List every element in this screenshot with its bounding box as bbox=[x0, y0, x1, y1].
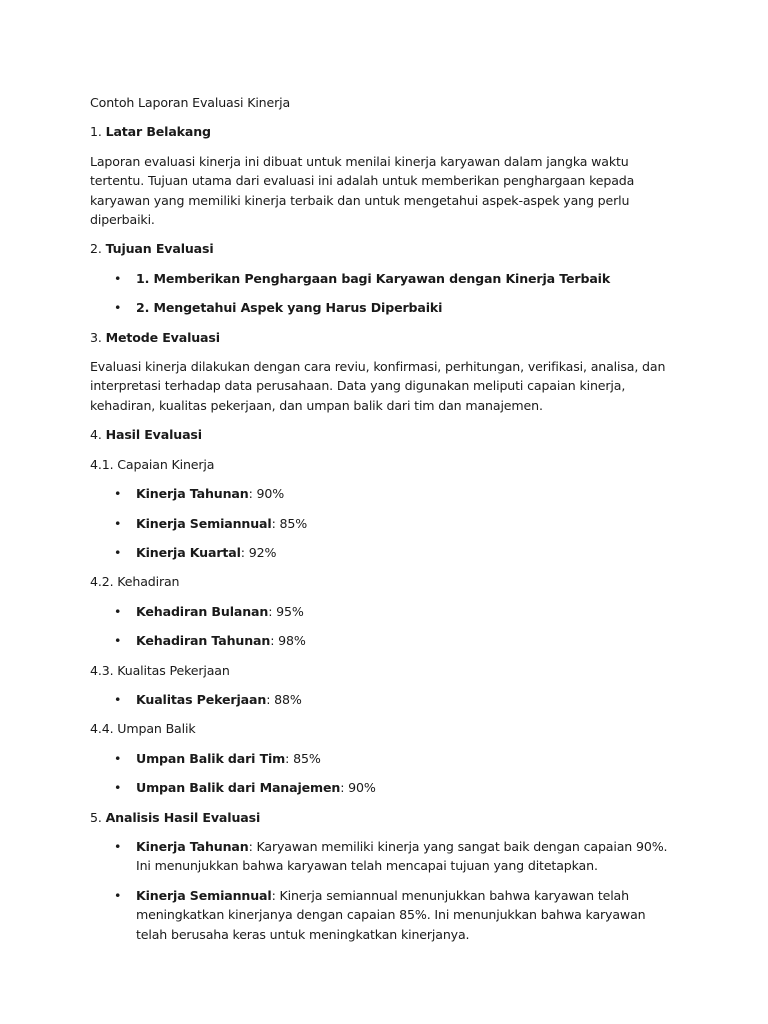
list-item-value: : Kinerja semiannual menunjukkan bahwa karyawan telah meningkatkan kinerjanya dengan capaian 85%. Ini menunjukkan bahwa karyawan telah berusaha keras untuk meningkatkan kinerjanya. bbox=[136, 887, 646, 942]
section-1-number: 1. bbox=[90, 124, 106, 140]
list-item-value: : 85% bbox=[285, 750, 321, 766]
section-2-number: 2. bbox=[90, 241, 106, 257]
list-item-value: : 90% bbox=[248, 486, 285, 502]
bullet: • bbox=[114, 270, 122, 286]
section-2-heading bbox=[90, 239, 680, 258]
section-1-title: Latar Belakang bbox=[105, 124, 211, 140]
list-item bbox=[90, 886, 680, 944]
section-4-number: 4. bbox=[90, 427, 106, 443]
document-title: Contoh Laporan Evaluasi Kinerja bbox=[90, 95, 291, 110]
list-item-value: : 88% bbox=[266, 691, 302, 707]
list-item bbox=[90, 778, 680, 797]
subsection-4-3-title: 4.3. Kualitas Pekerjaan bbox=[90, 662, 230, 678]
list-item-text: 1. Memberikan Penghargaan bagi Karyawan dengan Kinerja Terbaik bbox=[136, 270, 611, 286]
list-item bbox=[90, 690, 680, 709]
subsection-4-1-list bbox=[90, 484, 680, 562]
section-1-paragraph: Laporan evaluasi kinerja ini dibuat untuk menilai kinerja karyawan dalam jangka waktu tertentu. Tujuan utama dari evaluasi ini adalah untuk memberikan penghargaan kepada karyawan yang memiliki kinerja terbaik dan untuk mengetahui aspek-aspek yang perlu diperbaiki. bbox=[90, 153, 635, 228]
section-1-heading bbox=[90, 122, 680, 141]
bullet: • bbox=[114, 633, 122, 649]
subsection-4-2-title: 4.2. Kehadiran bbox=[90, 574, 180, 590]
section-5-title: Analisis Hasil Evaluasi bbox=[105, 809, 261, 825]
section-3-paragraph: Evaluasi kinerja dilakukan dengan cara reviu, konfirmasi, perhitungan, verifikasi, analisa, dan interpretasi terhadap data perusahaan. Data yang digunakan meliputi capaian kinerja, kehadiran, kualitas pekerjaan, dan umpan balik dari tim dan manajemen. bbox=[90, 359, 666, 413]
section-5-heading bbox=[90, 808, 680, 827]
bullet: • bbox=[114, 486, 122, 502]
list-item-text: 2. Mengetahui Aspek yang Harus Diperbaiki bbox=[136, 300, 443, 316]
list-item-label: Kinerja Kuartal bbox=[136, 544, 241, 560]
list-item-label: Kinerja Tahunan bbox=[136, 838, 249, 854]
list-item bbox=[90, 602, 680, 621]
list-item-label: Kinerja Semiannual bbox=[136, 515, 272, 531]
list-item bbox=[90, 837, 680, 876]
bullet: • bbox=[114, 515, 122, 531]
list-item-label: Kualitas Pekerjaan bbox=[136, 691, 267, 707]
list-item-label: Kinerja Semiannual bbox=[136, 887, 272, 903]
list-item-label: Umpan Balik dari Manajemen bbox=[136, 780, 341, 796]
bullet: • bbox=[114, 544, 122, 560]
bullet: • bbox=[114, 603, 122, 619]
bullet: • bbox=[114, 750, 122, 766]
list-item bbox=[90, 543, 680, 562]
list-item bbox=[90, 298, 680, 317]
list-item-value: : 98% bbox=[270, 633, 306, 649]
subsection-4-1-title: 4.1. Capaian Kinerja bbox=[90, 456, 215, 472]
section-3-title: Metode Evaluasi bbox=[105, 329, 220, 345]
list-item-label: Kinerja Tahunan bbox=[136, 486, 249, 502]
subsection-4-4-list bbox=[90, 749, 680, 798]
list-item bbox=[90, 631, 680, 650]
subsection-4-2-list bbox=[90, 602, 680, 651]
document-page bbox=[90, 93, 680, 954]
list-item-label: Umpan Balik dari Tim bbox=[136, 750, 286, 766]
bullet: • bbox=[114, 887, 122, 903]
section-2-list bbox=[90, 269, 680, 318]
subsection-4-3-list bbox=[90, 690, 680, 709]
list-item-value: : 92% bbox=[240, 544, 277, 560]
section-4-title: Hasil Evaluasi bbox=[105, 427, 202, 443]
bullet: • bbox=[114, 780, 122, 796]
list-item-label: Kehadiran Tahunan bbox=[136, 633, 271, 649]
section-4-heading bbox=[90, 425, 680, 444]
list-item bbox=[90, 514, 680, 533]
list-item bbox=[90, 269, 680, 288]
section-5-list bbox=[90, 837, 680, 944]
section-3-heading bbox=[90, 328, 680, 347]
list-item-value: : 85% bbox=[271, 515, 308, 531]
list-item-label: Kehadiran Bulanan bbox=[136, 603, 269, 619]
bullet: • bbox=[114, 691, 122, 707]
list-item-value: : 95% bbox=[268, 603, 304, 619]
list-item bbox=[90, 484, 680, 503]
section-3-number: 3. bbox=[90, 329, 106, 345]
list-item bbox=[90, 749, 680, 768]
section-2-title: Tujuan Evaluasi bbox=[105, 241, 214, 257]
bullet: • bbox=[114, 300, 122, 316]
list-item-value: : Karyawan memiliki kinerja yang sangat baik dengan capaian 90%. Ini menunjukkan bahwa karyawan telah mencapai tujuan yang ditetapkan. bbox=[136, 838, 668, 874]
list-item-value: : 90% bbox=[340, 780, 376, 796]
section-5-number: 5. bbox=[90, 809, 106, 825]
subsection-4-4-title: 4.4. Umpan Balik bbox=[90, 721, 196, 737]
bullet: • bbox=[114, 838, 122, 854]
